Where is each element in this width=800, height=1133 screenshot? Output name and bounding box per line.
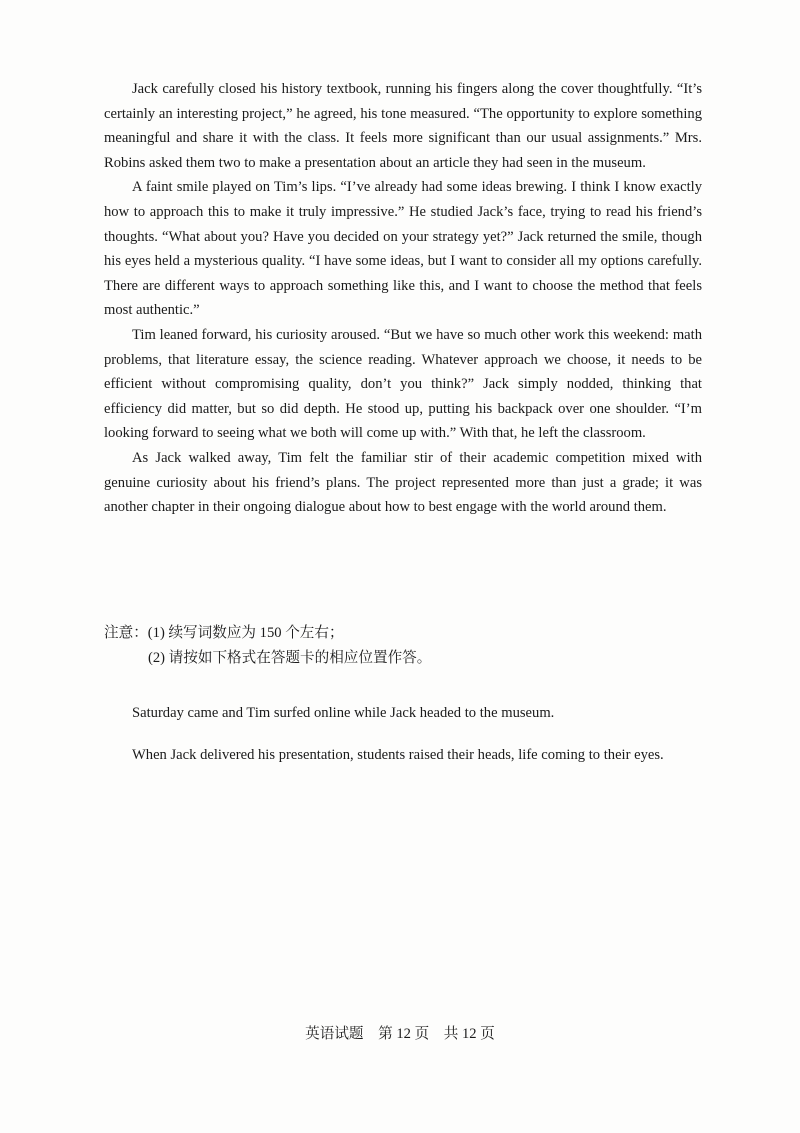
writing-notes [104, 621, 702, 671]
passage-paragraph-3: Tim leaned forward, his curiosity aroused. “But we have so much other work this weekend: math problems, that literature essay, the science reading. Whatever approach we choose, it needs to be efficient without compromising quality, don’t you think?” Jack simply nodded, thinking that efficiency did matter, but so did depth. He stood up, putting his backpack over one shoulder. “I’m looking forward to seeing what we both will come up with.” With that, he left the classroom. [104, 326, 702, 442]
story-passage [104, 77, 702, 520]
note-row-1 [104, 621, 702, 646]
passage-paragraph-4: As Jack walked away, Tim felt the familiar stir of their academic competition mixed with genuine curiosity about his friend’s plans. The project represented more than just a grade; it was another chapter in their ongoing dialogue about how to best engage with the world around them. [104, 449, 702, 516]
page-footer: 英语试题 第 12 页 共 12 页 [305, 1026, 495, 1042]
passage-paragraph-1: Jack carefully closed his history textbook, running his fingers along the cover thoughtfully. “It’s certainly an interesting project,” he agreed, his tone measured. “The opportunity to explore something meaningful and share it with the class. It feels more significant than our usual assignments.” Mrs. Robins asked them two to make a presentation about an article they had seen in the museum. [104, 81, 702, 171]
note-item-1: (1) 续写词数应为 150 个左右； [147, 625, 344, 641]
starter-paragraph-2: When Jack delivered his presentation, students raised their heads, life coming to their eyes. [132, 747, 664, 763]
note-item-2: (2) 请按如下格式在答题卡的相应位置作答。 [148, 650, 432, 666]
starter-paragraph-1: Saturday came and Tim surfed online while Jack headed to the museum. [132, 705, 555, 721]
continuation-starters [104, 701, 702, 767]
passage-paragraph-2: A faint smile played on Tim’s lips. “I’ve already had some ideas brewing. I think I know exactly how to approach this to make it truly impressive.” He studied Jack’s face, trying to read his friend’s thoughts. “What about you? Have you decided on your strategy yet?” Jack returned the smile, though his eyes held a mysterious quality. “I have some ideas, but I want to consider all my options carefully. There are different ways to approach something like this, and I want to choose the method that feels most authentic.” [104, 179, 702, 319]
note-label: 注意： [104, 625, 148, 641]
note-row-2 [104, 646, 702, 671]
